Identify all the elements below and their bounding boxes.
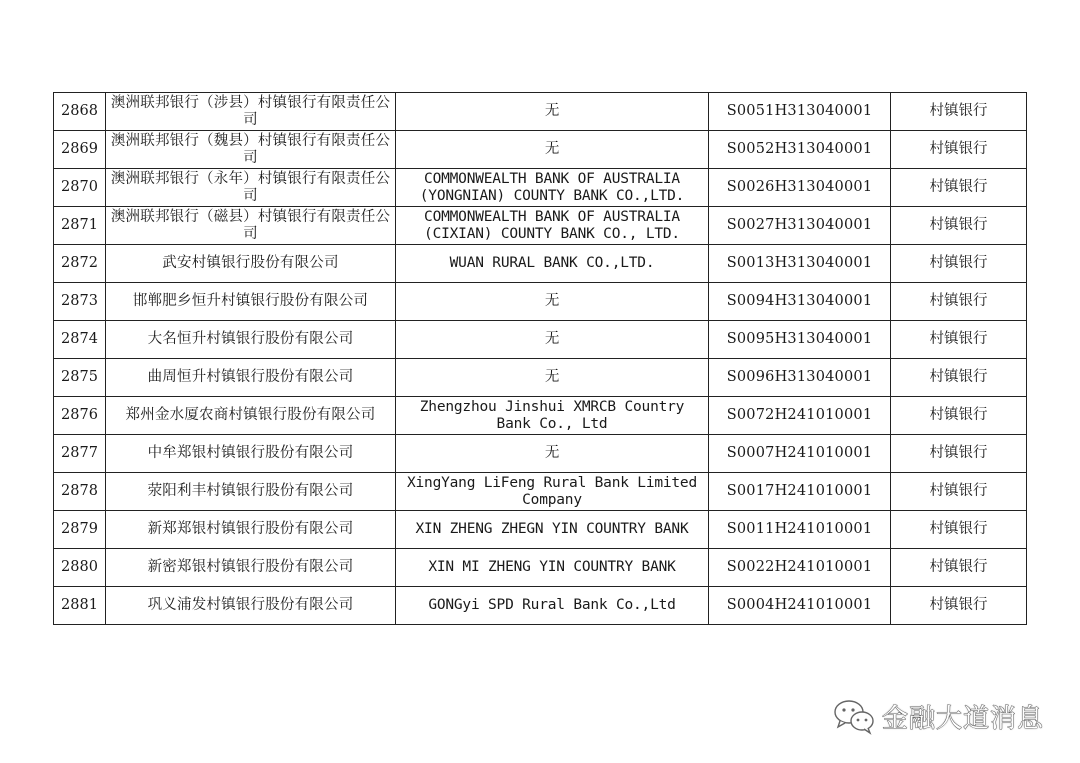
table-row — [54, 283, 1027, 321]
english-name-cell: 无 — [396, 359, 709, 397]
english-name-cell: COMMONWEALTH BANK OF AUSTRALIA (CIXIAN) COUNTY BANK CO., LTD. — [396, 207, 709, 245]
institution-type-cell: 村镇银行 — [891, 283, 1027, 321]
institution-type-cell: 村镇银行 — [891, 511, 1027, 549]
institution-code-cell: S0013H313040001 — [709, 245, 891, 283]
bank-name-cell: 新密郑银村镇银行股份有限公司 — [106, 549, 396, 587]
table-row — [54, 359, 1027, 397]
bank-name-cell: 大名恒升村镇银行股份有限公司 — [106, 321, 396, 359]
row-number-cell: 2880 — [54, 549, 106, 587]
row-number-cell: 2879 — [54, 511, 106, 549]
row-number-cell: 2868 — [54, 93, 106, 131]
table-row — [54, 93, 1027, 131]
wechat-icon — [832, 697, 876, 735]
institution-type-cell: 村镇银行 — [891, 131, 1027, 169]
watermark-text: 金融大道消息 — [882, 703, 1045, 734]
bank-name-cell: 澳洲联邦银行（涉县）村镇银行有限责任公司 — [106, 93, 396, 131]
institution-type-cell: 村镇银行 — [891, 549, 1027, 587]
bank-name-cell: 邯郸肥乡恒升村镇银行股份有限公司 — [106, 283, 396, 321]
institution-code-cell: S0095H313040001 — [709, 321, 891, 359]
row-number-cell: 2877 — [54, 435, 106, 473]
row-number-cell: 2869 — [54, 131, 106, 169]
watermark — [832, 697, 1044, 735]
bank-name-cell: 郑州金水厦农商村镇银行股份有限公司 — [106, 397, 396, 435]
row-number-cell: 2874 — [54, 321, 106, 359]
english-name-cell: 无 — [396, 93, 709, 131]
row-number-cell: 2875 — [54, 359, 106, 397]
table-row — [54, 245, 1027, 283]
table-row — [54, 321, 1027, 359]
institution-code-cell: S0051H313040001 — [709, 93, 891, 131]
table-row — [54, 435, 1027, 473]
institution-type-cell: 村镇银行 — [891, 359, 1027, 397]
table-row — [54, 549, 1027, 587]
institution-code-cell: S0007H241010001 — [709, 435, 891, 473]
english-name-cell: WUAN RURAL BANK CO.,LTD. — [396, 245, 709, 283]
row-number-cell: 2872 — [54, 245, 106, 283]
row-number-cell: 2871 — [54, 207, 106, 245]
row-number-cell: 2881 — [54, 587, 106, 625]
english-name-cell: 无 — [396, 435, 709, 473]
english-name-cell: 无 — [396, 283, 709, 321]
institution-type-cell: 村镇银行 — [891, 207, 1027, 245]
row-number-cell: 2870 — [54, 169, 106, 207]
bank-registry-table — [53, 92, 1027, 625]
table-row — [54, 473, 1027, 511]
bank-name-cell: 澳洲联邦银行（磁县）村镇银行有限责任公司 — [106, 207, 396, 245]
institution-type-cell: 村镇银行 — [891, 473, 1027, 511]
english-name-cell: Zhengzhou Jinshui XMRCB Country Bank Co., Ltd — [396, 397, 709, 435]
institution-code-cell: S0094H313040001 — [709, 283, 891, 321]
bank-name-cell: 武安村镇银行股份有限公司 — [106, 245, 396, 283]
row-number-cell: 2878 — [54, 473, 106, 511]
row-number-cell: 2873 — [54, 283, 106, 321]
institution-type-cell: 村镇银行 — [891, 321, 1027, 359]
english-name-cell: 无 — [396, 321, 709, 359]
bank-name-cell: 澳洲联邦银行（魏县）村镇银行有限责任公司 — [106, 131, 396, 169]
table-body — [54, 93, 1027, 625]
english-name-cell: XIN ZHENG ZHEGN YIN COUNTRY BANK — [396, 511, 709, 549]
table-row — [54, 587, 1027, 625]
bank-name-cell: 中牟郑银村镇银行股份有限公司 — [106, 435, 396, 473]
institution-code-cell: S0052H313040001 — [709, 131, 891, 169]
table-row — [54, 511, 1027, 549]
table-row — [54, 169, 1027, 207]
institution-type-cell: 村镇银行 — [891, 587, 1027, 625]
bank-name-cell: 荥阳利丰村镇银行股份有限公司 — [106, 473, 396, 511]
english-name-cell: GONGyi SPD Rural Bank Co.,Ltd — [396, 587, 709, 625]
institution-type-cell: 村镇银行 — [891, 245, 1027, 283]
institution-code-cell: S0027H313040001 — [709, 207, 891, 245]
institution-code-cell: S0004H241010001 — [709, 587, 891, 625]
table-row — [54, 397, 1027, 435]
table-row — [54, 207, 1027, 245]
institution-code-cell: S0096H313040001 — [709, 359, 891, 397]
table-row — [54, 131, 1027, 169]
english-name-cell: COMMONWEALTH BANK OF AUSTRALIA (YONGNIAN) COUNTY BANK CO.,LTD. — [396, 169, 709, 207]
institution-code-cell: S0017H241010001 — [709, 473, 891, 511]
english-name-cell: 无 — [396, 131, 709, 169]
bank-name-cell: 巩义浦发村镇银行股份有限公司 — [106, 587, 396, 625]
institution-type-cell: 村镇银行 — [891, 397, 1027, 435]
english-name-cell: XIN MI ZHENG YIN COUNTRY BANK — [396, 549, 709, 587]
institution-type-cell: 村镇银行 — [891, 169, 1027, 207]
row-number-cell: 2876 — [54, 397, 106, 435]
institution-code-cell: S0022H241010001 — [709, 549, 891, 587]
institution-code-cell: S0072H241010001 — [709, 397, 891, 435]
institution-code-cell: S0026H313040001 — [709, 169, 891, 207]
english-name-cell: XingYang LiFeng Rural Bank Limited Company — [396, 473, 709, 511]
institution-type-cell: 村镇银行 — [891, 435, 1027, 473]
bank-name-cell: 新郑郑银村镇银行股份有限公司 — [106, 511, 396, 549]
institution-type-cell: 村镇银行 — [891, 93, 1027, 131]
institution-code-cell: S0011H241010001 — [709, 511, 891, 549]
bank-name-cell: 曲周恒升村镇银行股份有限公司 — [106, 359, 396, 397]
bank-name-cell: 澳洲联邦银行（永年）村镇银行有限责任公司 — [106, 169, 396, 207]
